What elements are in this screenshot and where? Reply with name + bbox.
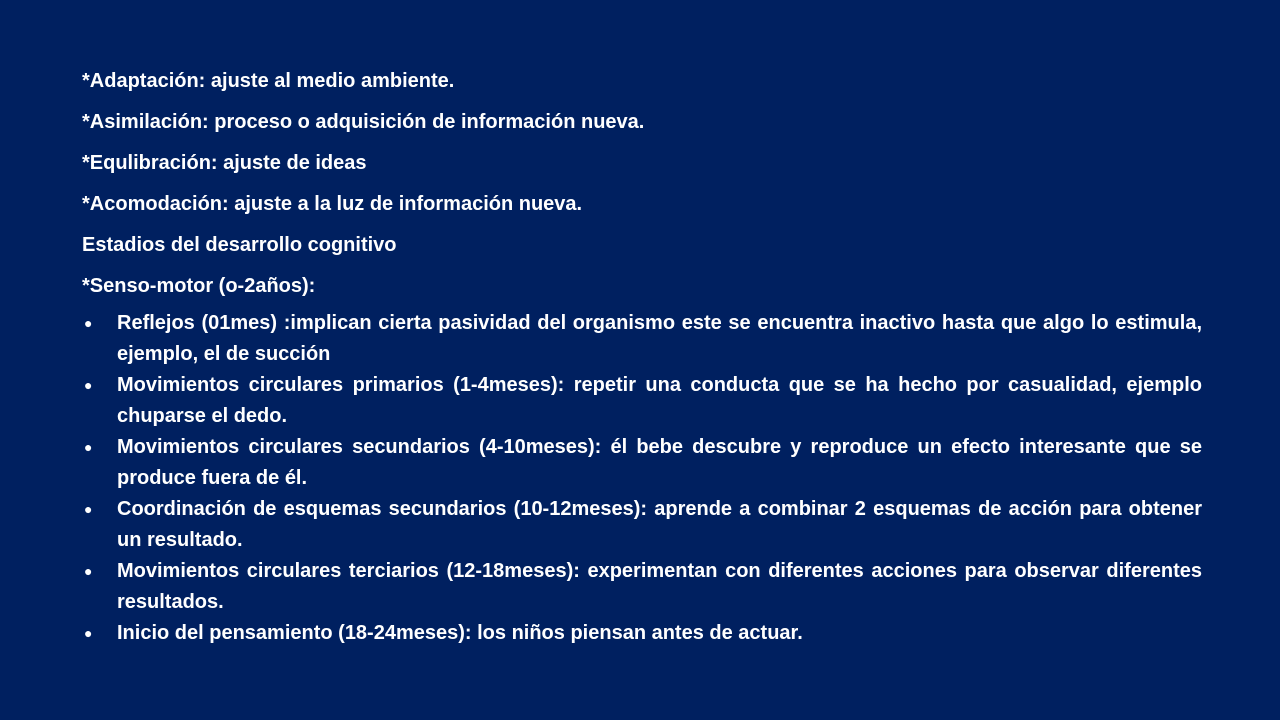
list-item	[82, 370, 1202, 432]
list-item	[82, 432, 1202, 494]
stage-heading: *Senso-motor (o-2años):	[82, 275, 316, 297]
bullet-icon: ●	[84, 439, 93, 455]
section-heading: Estadios del desarrollo cognitivo	[82, 234, 397, 256]
list-item-text: Movimientos circulares terciarios (12-18meses): experimentan con diferentes acciones para observar diferentes resultados.	[117, 560, 1202, 613]
list-item-text: Coordinación de esquemas secundarios (10-12meses): aprende a combinar 2 esquemas de acción para obtener un resultado.	[117, 498, 1202, 551]
definition-equilibracion: *Equlibración: ajuste de ideas	[82, 152, 367, 174]
list-item	[82, 556, 1202, 618]
list-item-text: Movimientos circulares secundarios (4-10meses): él bebe descubre y reproduce un efecto interesante que se produce fuera de él.	[117, 436, 1202, 489]
list-item-text: Movimientos circulares primarios (1-4meses): repetir una conducta que se ha hecho por casualidad, ejemplo chuparse el dedo.	[117, 374, 1202, 427]
list-item	[82, 308, 1202, 370]
bullet-icon: ●	[84, 315, 93, 331]
list-item	[82, 494, 1202, 556]
bullet-icon: ●	[84, 625, 93, 641]
definition-acomodacion: *Acomodación: ajuste a la luz de información nueva.	[82, 193, 583, 215]
substage-list	[82, 308, 1202, 649]
list-item-text: Reflejos (01mes) :implican cierta pasividad del organismo este se encuentra inactivo hasta que algo lo estimula, ejemplo, el de succión	[117, 312, 1202, 365]
list-item-text: Inicio del pensamiento (18-24meses): los niños piensan antes de actuar.	[117, 622, 803, 644]
bullet-icon: ●	[84, 501, 93, 517]
slide-content	[82, 66, 1202, 649]
definition-adaptacion: *Adaptación: ajuste al medio ambiente.	[82, 70, 455, 92]
bullet-icon: ●	[84, 377, 93, 393]
list-item	[82, 618, 1202, 649]
definition-asimilacion: *Asimilación: proceso o adquisición de información nueva.	[82, 111, 645, 133]
bullet-icon: ●	[84, 563, 93, 579]
